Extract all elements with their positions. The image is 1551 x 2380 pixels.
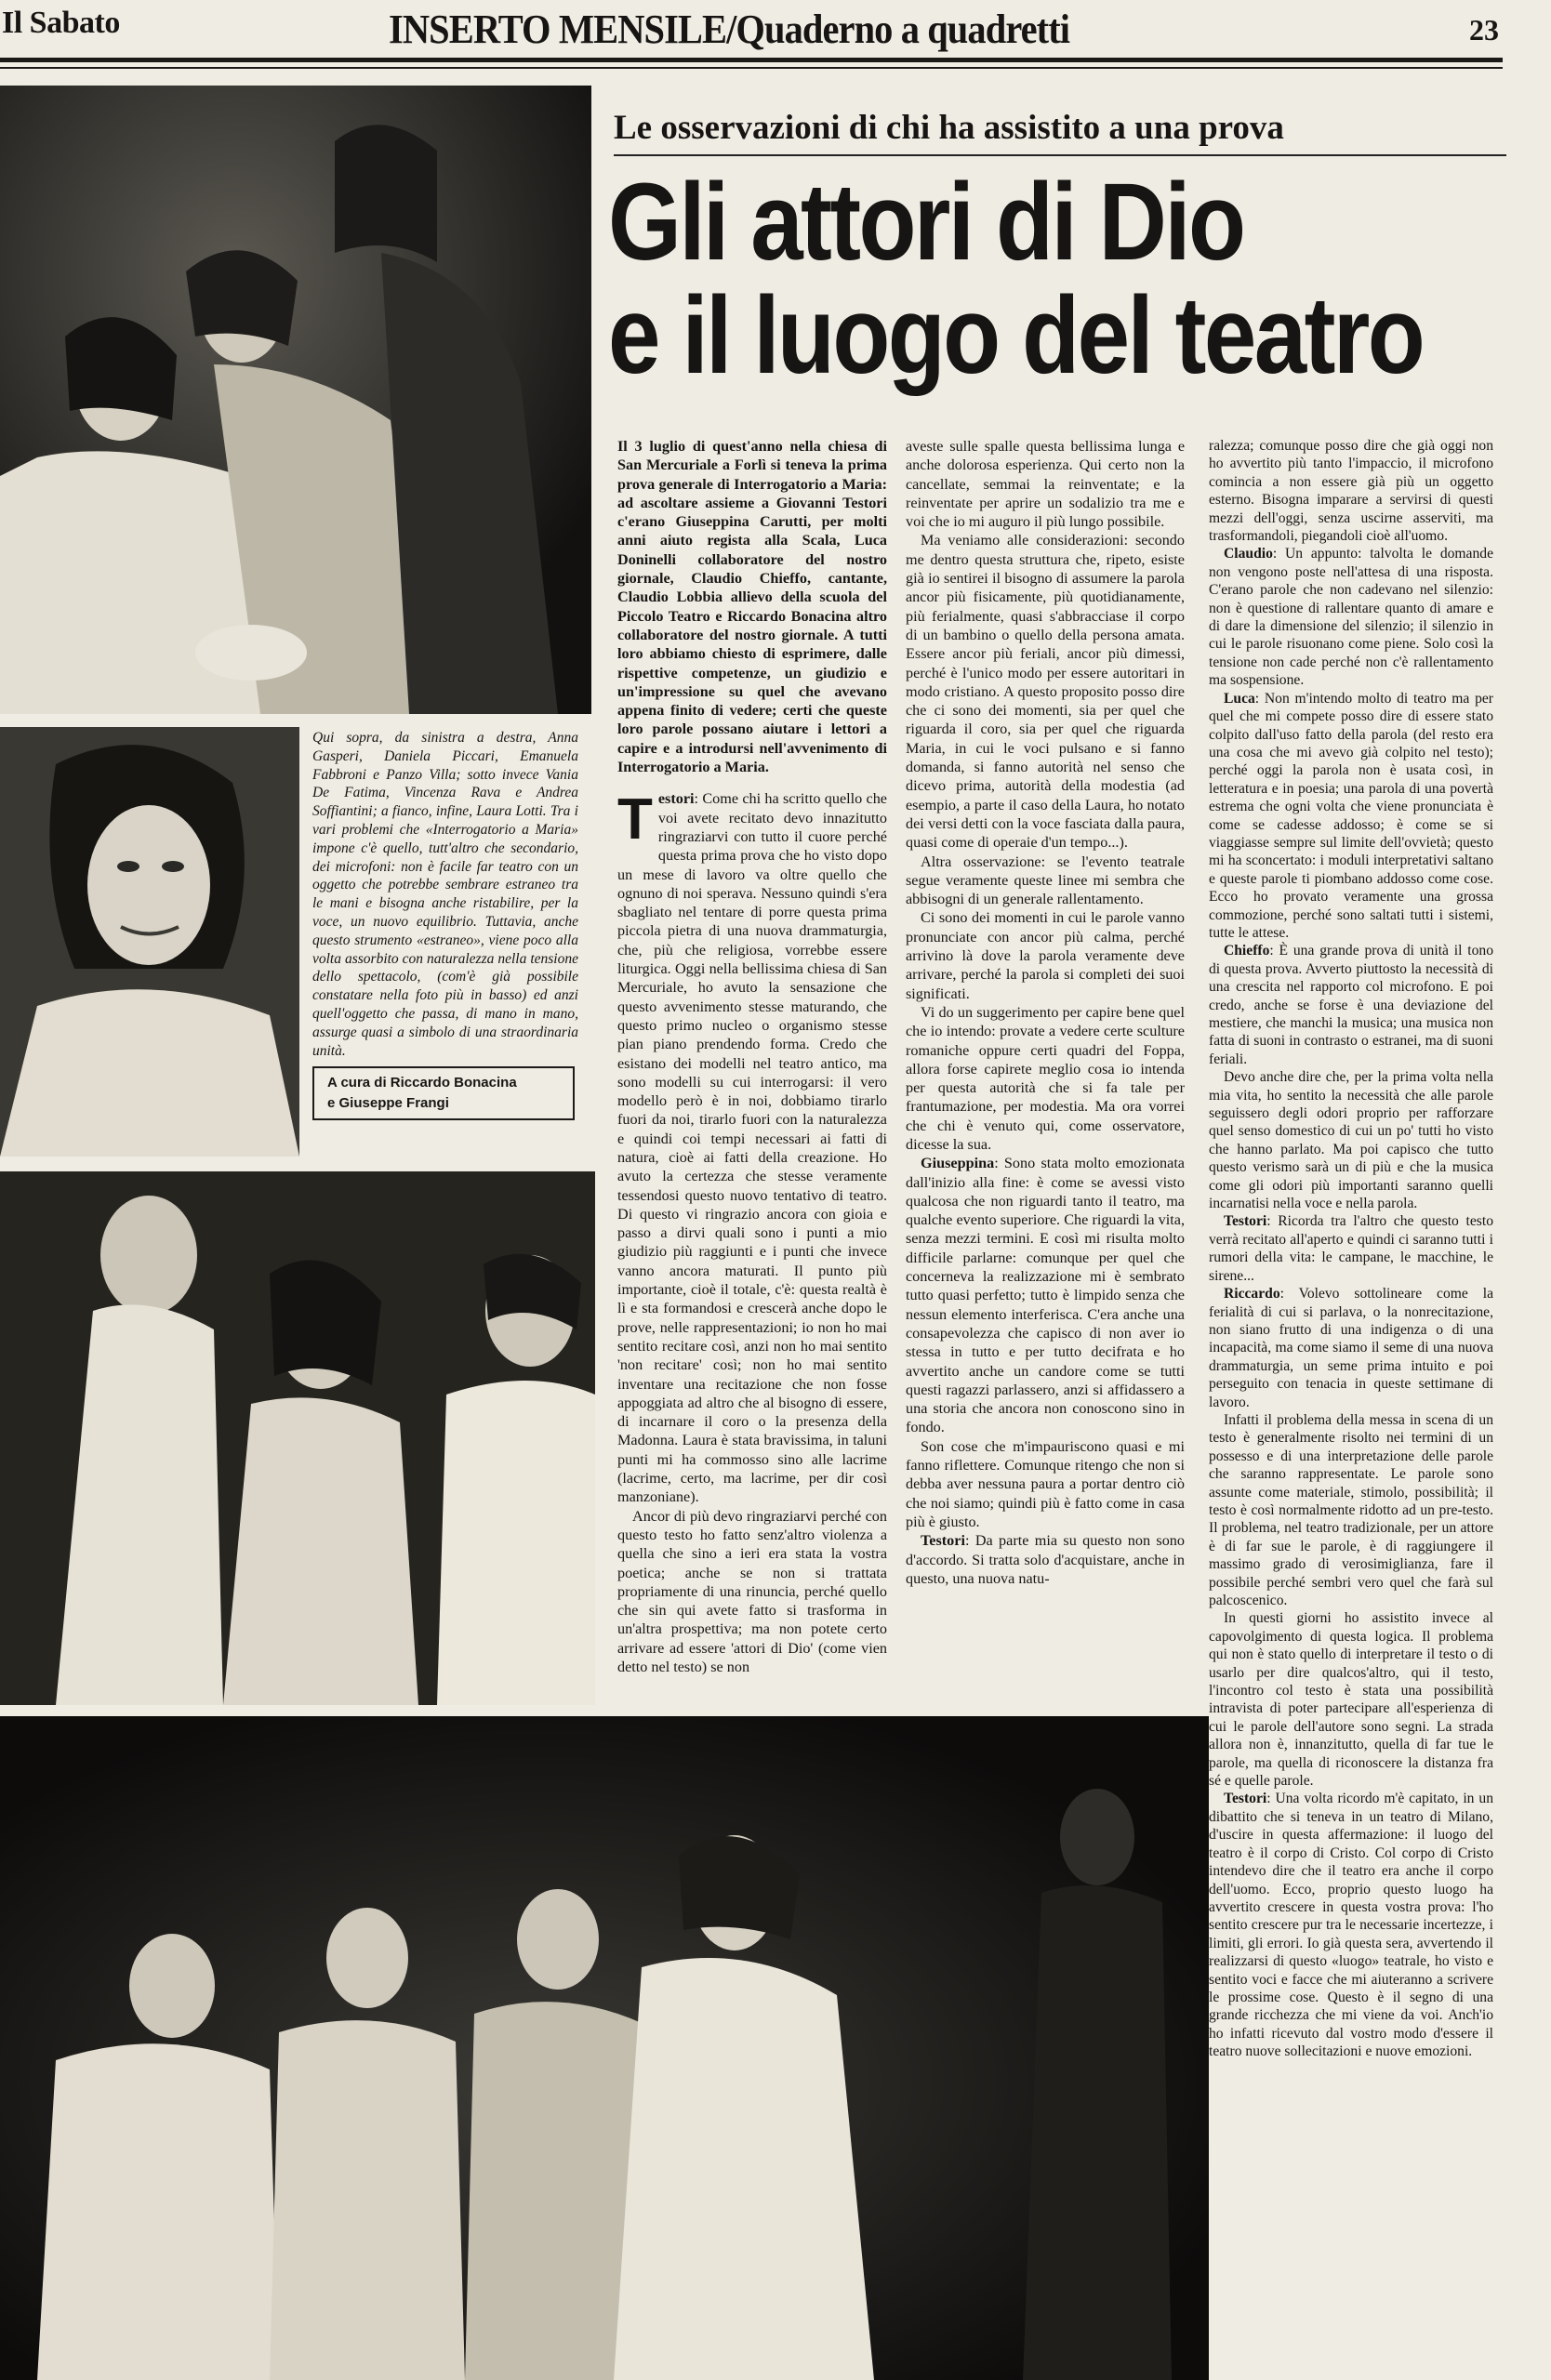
- article-headline: [608, 161, 1424, 397]
- paragraph: [906, 1154, 1185, 1436]
- paragraph: [1209, 1212, 1493, 1285]
- paragraph-text: : Ricorda tra l'altro che questo testo verrà recitato all'aperto e quindi ci saranno tutti i rumori della vita: le campane, le macchine, le sirene...: [1209, 1213, 1493, 1284]
- paragraph: [1209, 690, 1493, 943]
- speaker-name: Testori: [1224, 1213, 1267, 1230]
- paragraph: Altra osservazione: se l'evento teatrale segue veramente queste linee mi sembra che abbisogni di un generale rallentamento.: [906, 853, 1185, 908]
- paragraph-text: : Volevo sottolineare come la ferialità di cui si parlava, o la nonrecitazione, non siano frutto di una indigenza o di una incapacità, ma come siamo il seme di una nuova drammaturgia, un seme prima intuito e poi perseguito con tenacia in queste settimane di lavoro.: [1209, 1286, 1493, 1410]
- drop-cap: T: [617, 787, 653, 853]
- kicker-rule: [614, 154, 1506, 156]
- speaker-name: estori: [657, 790, 695, 808]
- photo-top-image: [0, 86, 591, 714]
- speaker-name: Giuseppina: [921, 1155, 995, 1172]
- paragraph: Devo anche dire che, per la prima volta nella mia vita, ho sentito la necessità che alle parole seguissero degli odori proprio per rafforzare quel senso domestico di cui un po' tutti ho visto che hanno parlato. Ma poi capisco che tutto questo verismo sarà un di più e che la musica come gli odori più importanti saranno quelli incarnatisi nella voce e nella parola.: [1209, 1069, 1493, 1212]
- paragraph: [1209, 942, 1493, 1068]
- headline-line-2: e il luogo del teatro: [608, 274, 1424, 397]
- paragraph: [617, 789, 887, 1506]
- paragraph: [1209, 545, 1493, 689]
- headline-line-1: Gli attori di Dio: [608, 161, 1244, 284]
- rehearsal-photo-middle: [0, 1171, 595, 1705]
- newspaper-name: Il Sabato: [2, 6, 120, 40]
- paragraph: [1209, 1285, 1493, 1411]
- article-kicker: Le osservazioni di chi ha assistito a una prova: [614, 109, 1284, 147]
- article-column-1: [617, 437, 887, 1676]
- paragraph-text: : Non m'intendo molto di teatro ma per quel che mi compete posso dire di essere stato colpito dall'uso fatto della parola (del resto era una cosa che mi avevo già colpito nel testo); perché oggi la parola non è usata così, in letteratura e in poesia; una parola di una povertà estrema che ogni volta che viene pronunciata è come se cadesse addosso; è come se si viaggiasse sempre sul limite dell'ovvietà; questo mi ha sconcertato: i moduli interpretativi saltano e queste parole ti piombano addosso come cose. Ecco ho provato veramente una grossa commozione, perché sono saltati tutti i sistemi, tutte le attese.: [1209, 690, 1493, 941]
- header-rule-thick: [0, 58, 1503, 62]
- paragraph: [906, 1531, 1185, 1588]
- paragraph: Son cose che m'impauriscono quasi e mi fanno riflettere. Comunque ritengo che non si debba aver nessuna paura a portar dentro ciò che noi siamo; quindi più è fatto come in casa più è giusto.: [906, 1437, 1185, 1530]
- credit-line-1: A cura di Riccardo Bonacina: [327, 1075, 517, 1091]
- speaker-name: Testori: [1224, 1791, 1267, 1807]
- credit-box: [312, 1066, 575, 1120]
- rehearsal-photo-bottom: [0, 1716, 1209, 2380]
- article-column-2: [906, 437, 1185, 1588]
- paragraph-text: : Sono stata molto emozionata dall'inizio alla fine: è come se avessi visto qualcosa che non riguardi tanto il teatro, ma qualche evento superiore. Che riguardi la vita, senza mezzi termini. E così mi risulta molto difficile parlarne: comunque per quel che concerneva la realizzazione mi è sembrato tutto quasi perfetto; tutto è limpido senza che nessun elemento interferisca. C'era anche una consapevolezza che capisco di non aver io stessa in tutto e per tutto decifrata e ho avvertito anche un candore come se tutti questi ragazzi parlassero, anzi si affidassero a una storia che ancora non conoscono sino in fondo.: [906, 1155, 1185, 1436]
- speaker-name: Claudio: [1224, 546, 1273, 562]
- paragraph: Ancor di più devo ringraziarvi perché con questo testo ho fatto senz'altro violenza a quella che sino a ieri era stata la vostra poetica; anche se non si trattata propriamente di una rinuncia, perché quello che sin qui avete fatto si trasforma in un'altra prospettiva; ma non potete certo arrivare ad essere 'attori di Dio' (come vien detto nel testo) se non: [617, 1507, 887, 1675]
- speaker-name: Riccardo: [1224, 1286, 1280, 1302]
- portrait-image: [0, 727, 299, 1157]
- paragraph-text: : È una grande prova di unità il tono di questa prova. Avverto piuttosto la necessità di una crescita nel rapporto col microfono. E poi credo, anche se forse è una deviazione del mestiere, che manchi la musica; una musica non fatta di suoni in contrasto o estranei, ma di suoni feriali.: [1209, 943, 1493, 1067]
- paragraph: Vi do un suggerimento per capire bene quel che io intendo: provate a vedere certe sculture romaniche oppure certi quadri del Foppa, allora forse capirete meglio cosa io intenda per questa autorità che si fa tale per frantumazione, per modestia. Ma ora vorrei che chi è venuto qui, come osservatore, dicesse la sua.: [906, 1003, 1185, 1153]
- paragraph-text: : Come chi ha scritto quello che voi avete recitato devo innazitutto ringraziarvi con tutto il cuore perché questa prima prova che ho visto dopo un mese di lavoro va oltre quello che ognuno di noi sperava. Nessuno quindi s'era sbagliato nel tentare di porre questa prima piccola pietra di una nuova drammaturgia, che, più che religiosa, vorrebbe essere liturgica. Oggi nella bellissima chiesa di San Mercuriale, ho avuto la sensazione che questo avvenimento stesse maturando, che questo primo nucleo o organismo stesse pian piano prendendo forma. Credo che esistano dei modelli nel teatro antico, ma sono modelli su cui interrogarsi: il vero modello però è in noi, dobbiamo tirarlo fuori da noi, tirarlo fuori con la naturalezza e quindi coi tempi necessari ai fatti di natura, cioè ai fatti della creazione. Ho avuto la certezza che stesse veramente tessendosi questo nuovo tentativo di teatro. Di questo vi ringrazio ancora con gioia e passo a dirvi quali sono i punti a mio giudizio più raggiunti e i punti che invece vanno ancora maturati. Il punto più importante, cioè il totale, c'è: questa realtà è lì e sta formandosi e crescerà anche dopo le prove, nelle rappresentazioni; io non ho mai sentito recitare così, anzi non ho mai sentito 'non recitare' così; non ho mai sentito inventare una recitazione che non fosse appoggiata ad altro che al bisogno di essere, di incarnare il coro o la presenza della Madonna. Laura è stata bravissima, in taluni punti mi ha commosso sino alle lacrime (lacrime, certo, ma lacrime, per dir così manzoniane).: [617, 790, 887, 1506]
- speaker-name: Luca: [1224, 690, 1255, 707]
- paragraph: Ma veniamo alle considerazioni: secondo me dentro questa struttura che, ripeto, esiste già io sentirei il bisogno di assumere la parola ancor più fisicamente, più quotidianamente, più ferialmente, quasi s'abbracciase il corpo di un bambino o quello della persona amata. Essere ancor più feriali, ancor più dimessi, perché è l'unico modo per essere autoritari in modo cristiano. A questo proposito posso dire che ci sono dei momenti, sia per quel che riguarda il coro, sia per quel che riguarda Maria, in cui le voci pulsano e si fanno domanda, si fanno autorità nel senso che dicevo prima, autorità della modestia (ad esempio, a parte il caso della Laura, ho notato dei versi detti con la voce fasciata dalla paura, quasi come di operaie d'un tempo...).: [906, 532, 1185, 852]
- paragraph-text: : Una volta ricordo m'è capitato, in un dibattito che si teneva in un teatro di Milano, d'uscire in questa affermazione: il luogo del teatro è il corpo di Cristo. Col corpo di Cristo intendevo dire che il teatro era anche il corpo dell'uomo. Ecco, proprio questo luogo ha avvertito crescere in questa vostra prova: l'ho sentito crescere pur tra le necessarie incertezze, i limiti, gli errori. Io già questa sera, avvertendo il realizzarsi di questo «luogo» teatrale, ho visto e sentito voci e facce che mi aiuteranno a scrivere le prossime cose. Questo è il segno di una grande ricchezza che mi viene da voi. Anch'io ho infatti ricevuto dal vostro modo d'essere il teatro nuove sollecitazioni e nuove emozioni.: [1209, 1791, 1493, 2060]
- credit-line-2: e Giuseppe Frangi: [327, 1095, 449, 1111]
- speaker-name: Testori: [921, 1532, 965, 1550]
- photo-middle-image: [0, 1171, 595, 1705]
- paragraph-text: : Da parte mia su questo non sono d'accordo. Si tratta solo d'acquistare, anche in questo, una nuova natu-: [906, 1532, 1185, 1587]
- photo-caption: Qui sopra, da sinistra a destra, Anna Gasperi, Daniela Piccari, Emanuela Fabbroni e Panzo Villa; sotto invece Vania De Fatima, Vincenza Rava e Andrea Soffiantini; a fianco, infine, Laura Lotti. Tra i vari problemi che «Interrogatorio a Maria» impone c'è quello, tutt'altro che secondario, dei microfoni: non è facile far teatro con un oggetto che potrebbe sembrare estraneo tra le mani e bisogna anche ristabilire, per la voce, un nuovo equilibrio. Tuttavia, anche questo strumento «estraneo», viene poco alla volta assorbito con naturalezza nella tensione dello spettacolo, (com'è già possibile constatare nella foto più in basso) ed anzi quell'oggetto che passa, di mano in mano, assurge quasi a simbolo di una straordinaria unità.: [312, 730, 578, 1059]
- article-intro: Il 3 luglio di quest'anno nella chiesa di San Mercuriale a Forlì si teneva la prima prova generale di Interrogatorio a Maria: ad ascoltare assieme a Giovanni Testori c'erano Giuseppina Carutti, per molti anni aiuto regista alla Scala, Luca Doninelli collaboratore del nostro giornale, Claudio Chieffo, cantante, Claudio Lobbia allievo della scuola del Piccolo Teatro e Riccardo Bonacina altro collaboratore del nostro giornale. A tutti loro abbiamo chiesto di esprimere, dalle rispettive competenze, un giudizio e un'impressione su quel che avevano appena finito di vedere; certi che queste loro parole possano aiutare i lettori a capire e a introdursi nell'avvenimento di Interrogatorio a Maria.: [617, 438, 887, 776]
- page-header: [0, 0, 1551, 74]
- article-column-3: [1209, 437, 1493, 2061]
- speaker-name: Chieffo: [1224, 943, 1270, 959]
- paragraph-text: : Un appunto: talvolta le domande non vengono poste nell'attesa di una risposta. C'erano parole che non cadevano nel silenzio: non è questione di rallentare quanto di amare e di dare la dimensione del silenzio; il silenzio in cui le parole risuonano come piene. Solo così la tensione non cade perché non c'è rallentamento ma sospensione.: [1209, 546, 1493, 689]
- header-rule-thin: [0, 67, 1503, 69]
- paragraph: Ci sono dei momenti in cui le parole vanno pronunciate con ancor più calma, perché arrivino là dove la parola veramente deve arrivare, perché la parola si completi dei suoi significati.: [906, 909, 1185, 1002]
- paragraph: aveste sulle spalle questa bellissima lunga e anche dolorosa esperienza. Qui certo non la cancellate, semmai la reinventate; e la reinventate per aprire un sodalizio tra me e voi che io mi auguro il più lungo possibile.: [906, 438, 1185, 531]
- photo-bottom-image: [0, 1716, 1209, 2380]
- section-title: INSERTO MENSILE/Quaderno a quadretti: [389, 7, 1070, 52]
- page-number: 23: [1469, 13, 1499, 46]
- paragraph: Infatti il problema della messa in scena di un testo è generalmente risolto nei termini di un possesso e di una interpretazione delle parole che saranno rappresentate. Le parole sono assunte come materiale, stimolo, possibilità; il testo è così normalmente ridotto ad un pre-testo. Il problema, nel teatro tradizionale, per un attore è di far sue le parole, è di raggiungere il massimo grado di verosimiglianza, fare il possibile perché sembri vero quel che farà sul palcoscenico.: [1209, 1411, 1493, 1608]
- paragraph: In questi giorni ho assistito invece al capovolgimento di questa logica. Il problema qui non è stato quello di interpretare il testo o di usarlo per dire qualcos'altro, qui il testo, l'incontro col testo è stata una possibilità intravista di poter partecipare all'esperienza di cui le parole dell'autore sono segni. La strada allora non è, innanzitutto, quella di far tue le parole, ma quella di riconoscere la distanza fra sé e quelle parole.: [1209, 1610, 1493, 1790]
- paragraph: [1209, 1790, 1493, 2060]
- rehearsal-photo-top: [0, 86, 591, 714]
- paragraph: ralezza; comunque posso dire che già oggi non ho avvertito più tanto l'impaccio, il microfono comincia a non essere già più un oggetto esterno. Bisogna imparare a servirsi di questi mezzi dell'oggi, senza uscirne asserviti, ma trasformandoli, piegandoli cioè all'uomo.: [1209, 438, 1493, 545]
- portrait-photo: [0, 727, 299, 1157]
